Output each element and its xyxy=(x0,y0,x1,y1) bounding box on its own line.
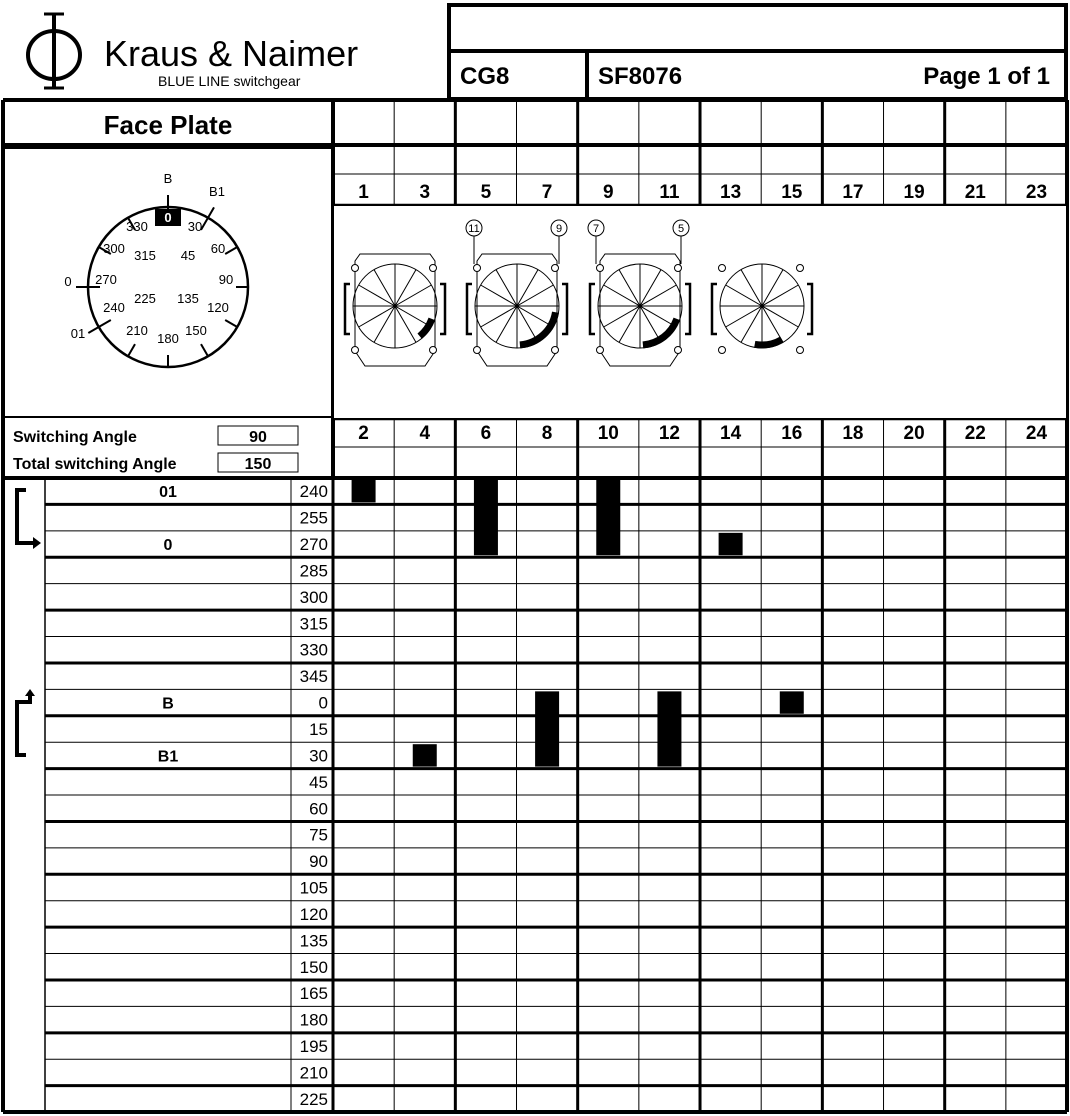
terminal-label-10: 10 xyxy=(597,423,619,444)
terminal-label-21: 21 xyxy=(964,182,986,203)
contact-closed-bar xyxy=(657,691,681,766)
position-label-0: 0 xyxy=(64,274,72,289)
contact-closed-bar xyxy=(596,480,620,555)
terminal-label-16: 16 xyxy=(781,423,803,444)
row-angle: 285 xyxy=(299,561,328,581)
row-angle: 225 xyxy=(299,1089,328,1109)
dial-tick xyxy=(225,247,237,254)
dial-angle-60: 60 xyxy=(210,241,226,256)
terminal-screw xyxy=(597,347,604,354)
dial-angle-330: 330 xyxy=(126,219,148,234)
terminal-screw xyxy=(597,265,604,272)
row-position-label: B xyxy=(162,695,174,713)
contact-closed-bar xyxy=(352,480,376,502)
arrow-head-up-icon xyxy=(25,689,35,696)
terminal-label-3: 3 xyxy=(419,182,431,203)
row-position-label: 01 xyxy=(159,484,177,502)
terminal-screw xyxy=(474,265,481,272)
face-plate-dial xyxy=(64,171,248,367)
terminal-label-12: 12 xyxy=(658,423,681,444)
terminal-label-17: 17 xyxy=(842,182,864,203)
brand-name: Kraus & Naimer xyxy=(104,33,359,74)
row-angle: 30 xyxy=(309,746,328,766)
dial-tick xyxy=(225,320,237,327)
dial-angle-300: 300 xyxy=(103,241,125,256)
row-angle: 255 xyxy=(299,508,328,528)
row-angle: 180 xyxy=(299,1010,328,1030)
contact-closed-bar xyxy=(535,691,559,766)
terminal-screw xyxy=(797,347,804,354)
terminal-label-2: 2 xyxy=(358,423,369,444)
dial-angle-0: 0 xyxy=(164,210,172,225)
series-code: CG8 xyxy=(460,63,510,90)
terminal-screw xyxy=(352,347,359,354)
dial-angle-180: 180 xyxy=(157,331,179,346)
terminal-screw xyxy=(552,265,559,272)
dial-angle-210: 210 xyxy=(126,323,148,338)
jumper-label-7: 7 xyxy=(592,223,600,235)
terminal-label-23: 23 xyxy=(1025,182,1048,203)
row-angle: 120 xyxy=(299,904,328,924)
terminal-label-4: 4 xyxy=(419,423,431,444)
row-angle: 330 xyxy=(299,640,328,660)
part-number: SF8076 xyxy=(598,63,683,90)
terminal-screw xyxy=(797,265,804,272)
row-angle: 60 xyxy=(309,799,328,819)
operation-arrow-return xyxy=(17,490,33,543)
terminal-screw xyxy=(474,347,481,354)
total-switching-angle-label: Total switching Angle xyxy=(13,456,177,473)
terminal-label-20: 20 xyxy=(903,423,925,444)
terminal-label-18: 18 xyxy=(842,423,864,444)
terminal-label-7: 7 xyxy=(541,182,553,203)
dial-angle-240: 240 xyxy=(103,300,125,315)
row-angle: 210 xyxy=(299,1063,328,1083)
dial-angle-150: 150 xyxy=(185,323,207,338)
row-angle: 135 xyxy=(299,931,328,951)
terminal-label-11: 11 xyxy=(659,182,680,203)
switching-angle-value: 90 xyxy=(249,429,267,446)
total-switching-angle-value: 150 xyxy=(244,456,272,473)
row-angle: 195 xyxy=(299,1037,328,1057)
terminal-label-13: 13 xyxy=(720,182,742,203)
dial-angle-45: 45 xyxy=(180,248,196,263)
row-angle: 270 xyxy=(299,535,328,555)
jumper-label-11: 11 xyxy=(468,223,480,235)
terminal-screw xyxy=(430,347,437,354)
row-position-label: B1 xyxy=(157,748,179,766)
dial-angle-315: 315 xyxy=(134,248,156,263)
terminal-label-14: 14 xyxy=(720,423,742,444)
dial-angle-225: 225 xyxy=(134,291,156,306)
dial-tick xyxy=(128,344,135,356)
contact-closed-bar xyxy=(780,691,804,713)
face-plate-title: Face Plate xyxy=(103,110,233,140)
jumper-label-9: 9 xyxy=(555,223,563,235)
page-number: Page 1 of 1 xyxy=(923,63,1050,90)
terminal-label-9: 9 xyxy=(602,182,614,203)
row-angle: 45 xyxy=(309,772,328,792)
dial-tick xyxy=(201,344,208,356)
terminal-label-22: 22 xyxy=(964,423,986,444)
contact-closed-bar xyxy=(719,533,743,555)
switching-angle-label: Switching Angle xyxy=(13,429,137,446)
terminal-screw xyxy=(719,347,726,354)
dial-angle-30: 30 xyxy=(187,219,203,234)
brand-subtitle: BLUE LINE switchgear xyxy=(158,73,301,89)
terminal-screw xyxy=(430,265,437,272)
terminal-label-1: 1 xyxy=(358,182,369,203)
terminal-screw xyxy=(719,265,726,272)
dial-angle-120: 120 xyxy=(207,300,229,315)
row-angle: 150 xyxy=(299,957,328,977)
row-angle: 105 xyxy=(299,878,328,898)
brand-logo xyxy=(28,14,80,88)
terminal-label-5: 5 xyxy=(480,182,492,203)
dial-angle-270: 270 xyxy=(95,272,117,287)
terminal-label-8: 8 xyxy=(541,423,553,444)
dial-angle-135: 135 xyxy=(177,291,199,306)
switching-table xyxy=(45,478,1067,1112)
arrow-head-right-icon xyxy=(33,537,41,549)
row-angle: 300 xyxy=(299,587,328,607)
dial-tick xyxy=(201,207,214,230)
row-angle: 15 xyxy=(309,719,328,739)
position-label-b1: B1 xyxy=(209,184,225,199)
operation-arrow-spring xyxy=(17,694,30,755)
position-label-01: 01 xyxy=(70,326,86,341)
terminal-label-24: 24 xyxy=(1025,423,1048,444)
terminal-label-6: 6 xyxy=(480,423,492,444)
position-label-b: B xyxy=(163,171,173,186)
row-angle: 90 xyxy=(309,852,328,872)
row-angle: 0 xyxy=(318,693,328,713)
row-angle: 315 xyxy=(299,614,328,634)
contact-closed-bar xyxy=(413,744,437,766)
contact-closed-bar xyxy=(474,480,498,555)
row-position-label: 0 xyxy=(163,537,173,555)
terminal-label-19: 19 xyxy=(903,182,925,203)
dial-tick xyxy=(88,320,111,333)
row-angle: 75 xyxy=(309,825,328,845)
terminal-screw xyxy=(552,347,559,354)
row-angle: 165 xyxy=(299,984,328,1004)
dial-angle-90: 90 xyxy=(218,272,234,287)
terminal-screw xyxy=(675,347,682,354)
terminal-screw xyxy=(352,265,359,272)
row-angle: 345 xyxy=(299,667,328,687)
terminal-label-15: 15 xyxy=(781,182,803,203)
row-angle: 240 xyxy=(299,482,328,502)
terminal-screw xyxy=(675,265,682,272)
jumper-label-5: 5 xyxy=(677,223,685,235)
